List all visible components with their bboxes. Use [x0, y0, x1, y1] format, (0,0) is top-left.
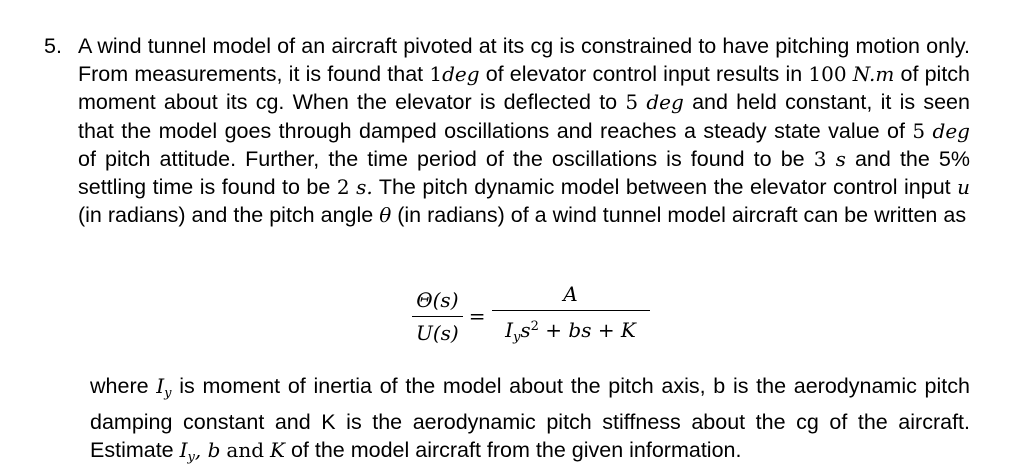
den-rest: + bs + K [538, 318, 636, 342]
inertia-subscript: y [187, 450, 195, 466]
damping-symbol: , b [194, 438, 221, 463]
math-value: 3 [813, 146, 827, 171]
text-segment: is moment of inertia of the model about the pitch axis, b is the aerodynamic pitch damping constant and K is the aerodynamic pitch stiffness about the cg of the aircraft. Estimate [90, 374, 970, 463]
rhs-numerator: A [563, 282, 578, 306]
followup-statement [90, 372, 970, 473]
lhs-denominator: U(s) [412, 316, 463, 345]
math-symbol [179, 438, 221, 466]
transfer-function-equation [412, 282, 650, 350]
lhs-fraction [412, 288, 463, 345]
math-and: and [226, 438, 265, 463]
math-unit: deg [646, 90, 684, 115]
math-unit: s. [356, 175, 373, 200]
math-value: 5 [625, 90, 639, 115]
problem-statement [78, 32, 970, 229]
text-segment: of elevator control input results in [485, 62, 803, 87]
rhs-denominator [492, 310, 650, 350]
text-segment: A wind tunnel model of an aircraft pivoted at its cg is constrained to have pitching motion only. From measurements, it is found that [78, 34, 970, 87]
den-exponent: 2 [530, 319, 539, 334]
math-unit: deg [932, 118, 970, 143]
equals-sign: = [468, 304, 486, 328]
den-inertia: I [505, 318, 514, 342]
math-unit: s [835, 146, 846, 171]
math-symbol [156, 374, 172, 401]
inertia-subscript: y [164, 386, 172, 401]
math-unit: N.m [852, 62, 895, 87]
problem-number: 5. [44, 34, 62, 58]
rhs-fraction [492, 282, 650, 350]
math-symbol: u [957, 175, 971, 200]
text-segment: of pitch attitude. Further, the time period of the oscillations is found to be [78, 146, 805, 171]
math-value: 100 [808, 62, 847, 87]
den-inertia-sub: y [513, 330, 521, 345]
text-segment: The pitch dynamic model between the elevator control input [378, 175, 951, 200]
text-segment: and the 5% settling time is found to be [78, 146, 970, 200]
text-segment: where [90, 374, 149, 398]
inertia-symbol: I [156, 374, 165, 398]
math-symbol: θ [379, 203, 392, 228]
math-value: 2 [336, 175, 350, 200]
math-unit: deg [442, 62, 480, 87]
math-value: 5 [912, 118, 926, 143]
den-s: s [520, 318, 531, 342]
text-segment: of the model aircraft from the given information. [290, 438, 742, 463]
stiffness-symbol: K [270, 438, 285, 463]
math-value: 1 [429, 62, 443, 87]
text-segment: and held constant, it is seen that the model goes through damped oscillations and reaches a steady state value of [78, 90, 970, 143]
text-segment: (in radians) and the pitch angle [78, 203, 374, 228]
lhs-numerator: Θ(s) [416, 287, 459, 312]
text-segment: (in radians) of a wind tunnel model aircraft can be written as [397, 203, 967, 228]
inertia-symbol: I [179, 438, 188, 463]
text-segment: of pitch moment about its cg. When the elevator is deflected to [78, 62, 971, 115]
